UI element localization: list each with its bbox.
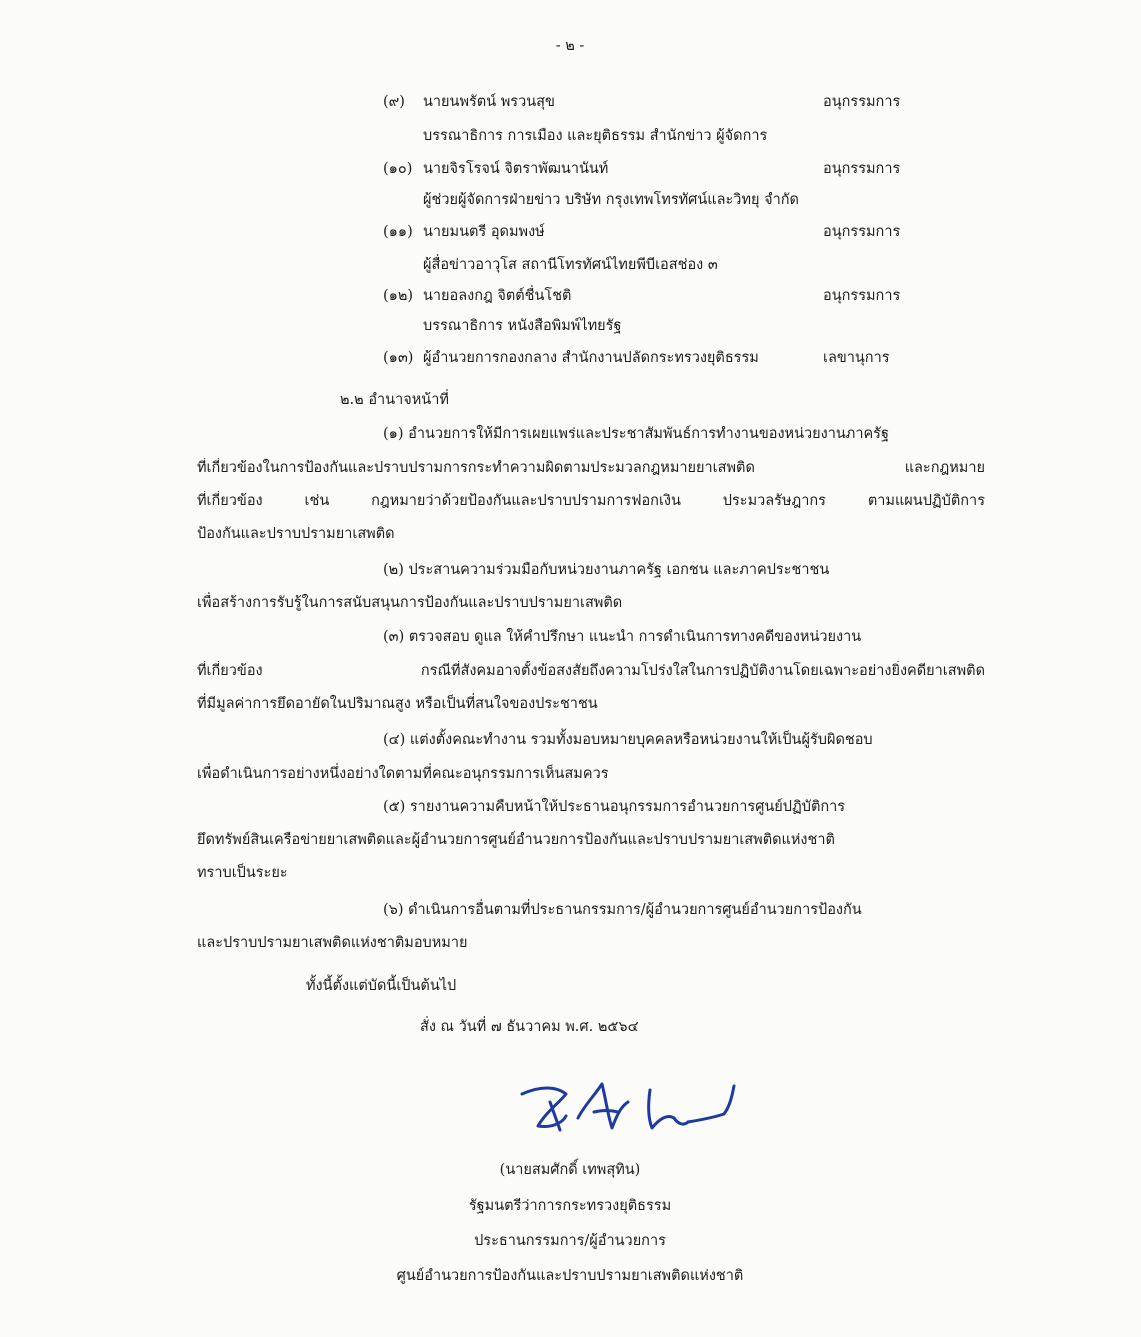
signatory-title-2: ประธานกรรมการ/ผู้อำนวยการ <box>474 1233 666 1249</box>
member-number: (๑๑) <box>383 224 413 240</box>
member-name: นายจิรโรจน์ จิตราพัฒนานันท์ <box>423 161 609 177</box>
member-number: (๑๐) <box>383 161 413 177</box>
member-role: อนุกรรมการ <box>823 161 901 177</box>
duty-3-line: ที่เกี่ยวข้อง กรณีที่สังคมอาจตั้งข้อสงสัยถึงความโปร่งใสในการปฏิบัติงานโดยเฉพาะอย่างยิ่งคดียาเสพติด <box>197 663 985 679</box>
duty-3-last-line: ที่มีมูลค่าการยึดอายัดในปริมาณสูง หรือเป็นที่สนใจของประชาชน <box>197 696 598 712</box>
member-position: บรรณาธิการ การเมือง และยุติธรรม สำนักข่าว ผู้จัดการ <box>423 128 768 144</box>
duty-4-last-line: เพื่อดำเนินการอย่างหนึ่งอย่างใดตามที่คณะอนุกรรมการเห็นสมควร <box>197 766 609 782</box>
member-name: นายอลงกฎ จิตต์ชื่นโชติ <box>423 288 572 304</box>
duty-1-line: ที่เกี่ยวข้องในการป้องกันและปราบปรามการกระทำความผิดตามประมวลกฎหมายยาเสพติด และกฎหมาย <box>197 460 985 476</box>
member-name: นายนพรัตน์ พรวนสุข <box>423 94 555 110</box>
duty-1-line: ที่เกี่ยวข้อง เช่น กฎหมายว่าด้วยป้องกันและปราบปรามการฟอกเงิน ประมวลรัษฎากร ตามแผนปฏิบัติการ <box>197 493 985 509</box>
member-number: (๑๒) <box>383 288 414 304</box>
duty-6-last-line: และปราบปรามยาเสพติดแห่งชาติมอบหมาย <box>197 935 468 951</box>
duty-2-last-line: เพื่อสร้างการรับรู้ในการสนับสนุนการป้องกันและปราบปรามยาเสพติด <box>197 595 623 611</box>
duty-3-first-line: (๓) ตรวจสอบ ดูแล ให้คำปรึกษา แนะนำ การดำเนินการทางคดีของหน่วยงาน <box>383 629 862 645</box>
member-number: (๙) <box>383 94 405 110</box>
signature <box>510 1072 750 1146</box>
member-role: อนุกรรมการ <box>823 224 901 240</box>
effective-statement: ทั้งนี้ตั้งแต่บัดนี้เป็นต้นไป <box>306 978 457 994</box>
duty-5-first-line: (๕) รายงานความคืบหน้าให้ประธานอนุกรรมการอำนวยการศูนย์ปฏิบัติการ <box>383 799 846 815</box>
duty-5-last-line: ทราบเป็นระยะ <box>197 865 288 881</box>
duty-6-first-line: (๖) ดำเนินการอื่นตามที่ประธานกรรมการ/ผู้อำนวยการศูนย์อำนวยการป้องกัน <box>383 902 862 918</box>
signatory-name: (นายสมศักดิ์ เทพสุทิน) <box>499 1162 641 1178</box>
member-position: ผู้ช่วยผู้จัดการฝ่ายข่าว บริษัท กรุงเทพโทรทัศน์และวิทยุ จำกัด <box>423 192 799 208</box>
duty-5-line: ยึดทรัพย์สินเครือข่ายยาเสพติดและผู้อำนวยการศูนย์อำนวยการป้องกันและปราบปรามยาเสพติดแห่งชาติ <box>197 832 835 848</box>
signatory-title-3: ศูนย์อำนวยการป้องกันและปราบปรามยาเสพติดแห่งชาติ <box>396 1268 744 1284</box>
member-role: เลขานุการ <box>823 350 890 366</box>
page-number: - ๒ - <box>555 38 585 54</box>
signatory-title-1: รัฐมนตรีว่าการกระทรวงยุติธรรม <box>468 1198 672 1214</box>
member-role: อนุกรรมการ <box>823 288 901 304</box>
order-date: สั่ง ณ วันที่ ๗ ธันวาคม พ.ศ. ๒๕๖๔ <box>420 1019 639 1035</box>
member-name: ผู้อำนวยการกองกลาง สำนักงานปลัดกระทรวงยุติธรรม <box>423 350 759 366</box>
member-position: ผู้สื่อข่าวอาวุโส สถานีโทรทัศน์ไทยพีบีเอสช่อง ๓ <box>423 257 718 273</box>
member-position: บรรณาธิการ หนังสือพิมพ์ไทยรัฐ <box>423 318 622 334</box>
member-number: (๑๓) <box>383 350 414 366</box>
member-name: นายมนตรี อุดมพงษ์ <box>423 224 545 240</box>
signature-icon <box>510 1072 750 1142</box>
duty-4-first-line: (๔) แต่งตั้งคณะทำงาน รวมทั้งมอบหมายบุคคลหรือหน่วยงานให้เป็นผู้รับผิดชอบ <box>383 732 873 748</box>
duty-1-last-line: ป้องกันและปราบปรามยาเสพติด <box>197 526 395 542</box>
duty-1-first-line: (๑) อำนวยการให้มีการเผยแพร่และประชาสัมพันธ์การทำงานของหน่วยงานภาครัฐ <box>383 426 889 442</box>
member-role: อนุกรรมการ <box>823 94 901 110</box>
duty-2-first-line: (๒) ประสานความร่วมมือกับหน่วยงานภาครัฐ เอกชน และภาคประชาชน <box>383 562 830 578</box>
section-heading: ๒.๒ อำนาจหน้าที่ <box>340 392 449 408</box>
